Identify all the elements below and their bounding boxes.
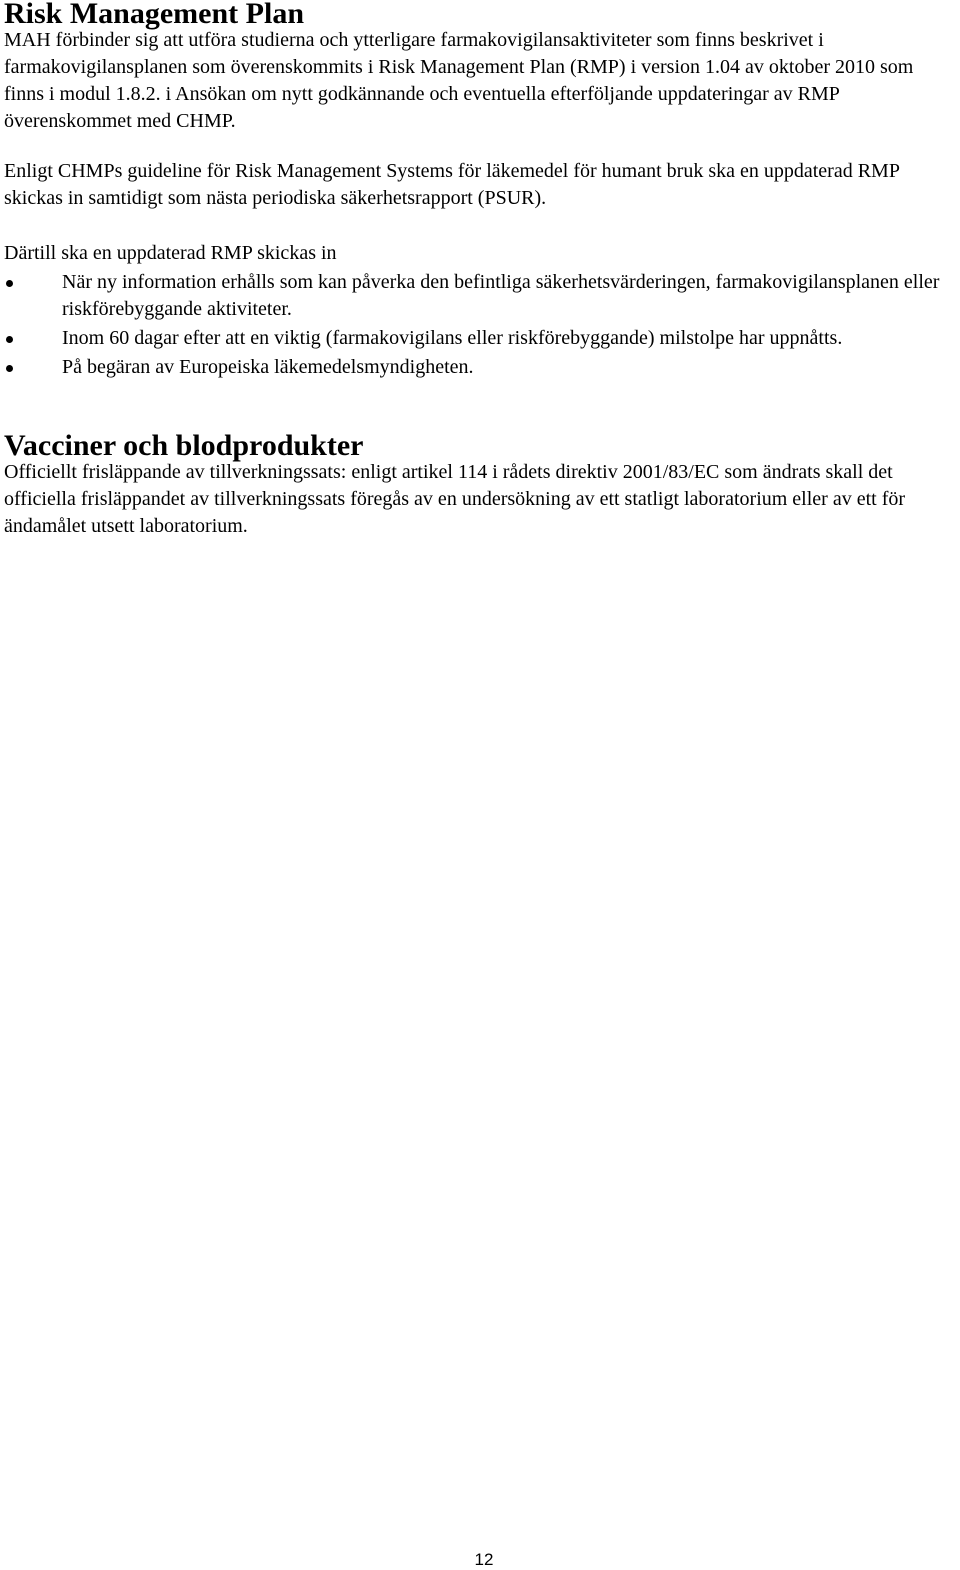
section-paragraph: MAH förbinder sig att utföra studierna och ytterligare farmakovigilansaktiviteter som finns beskrivet i farmakovigilansplanen som överenskommits i Risk Management Plan (RMP) i version 1.04 av oktober 2010 som finns i modul 1.8.2. i Ansökan om nytt godkännande och eventuella efterföljande uppdateringar av RMP överenskommet med CHMP. xyxy=(4,29,914,132)
rmp-guideline-paragraph: Enligt CHMPs guideline för Risk Management Systems för läkemedel för humant bruk ska en uppdaterad RMP skickas in samtidigt som nästa periodiska säkerhetsrapport (PSUR). xyxy=(4,160,900,209)
bullet-icon xyxy=(6,336,13,343)
rmp-update-conditions xyxy=(4,240,956,381)
list-item xyxy=(4,325,956,352)
page-number-text: 12 xyxy=(474,1550,494,1569)
section-heading: Risk Management Plan xyxy=(4,0,304,30)
bullet-icon xyxy=(6,365,13,372)
list-item-text: När ny information erhålls som kan påverka den befintliga säkerhetsvärderingen, farmakovigilansplanen eller riskförebyggande aktiviteter. xyxy=(62,271,940,320)
section-paragraph: Officiellt frisläppande av tillverkningssats: enligt artikel 114 i rådets direktiv 2001/83/EC som ändrats skall det officiella frisläppandet av tillverkningssats föregås av en undersökning av ett statligt laboratorium eller av ett för ändamålet utsett laboratorium. xyxy=(4,461,906,537)
list-item xyxy=(4,354,956,381)
bullet-icon xyxy=(6,280,13,287)
bullet-list xyxy=(4,269,956,381)
page-number xyxy=(0,1550,960,1570)
section-heading: Vacciner och blodprodukter xyxy=(4,429,364,462)
list-item-text: På begäran av Europeiska läkemedelsmyndigheten. xyxy=(62,356,474,378)
conditions-intro: Därtill ska en uppdaterad RMP skickas in xyxy=(4,242,337,264)
section-risk-management-plan xyxy=(4,0,956,135)
list-item-text: Inom 60 dagar efter att en viktig (farmakovigilans eller riskförebyggande) milstolpe har uppnåtts. xyxy=(62,327,843,349)
list-item xyxy=(4,269,956,323)
section-vacciner-och-blodprodukter xyxy=(4,429,956,540)
